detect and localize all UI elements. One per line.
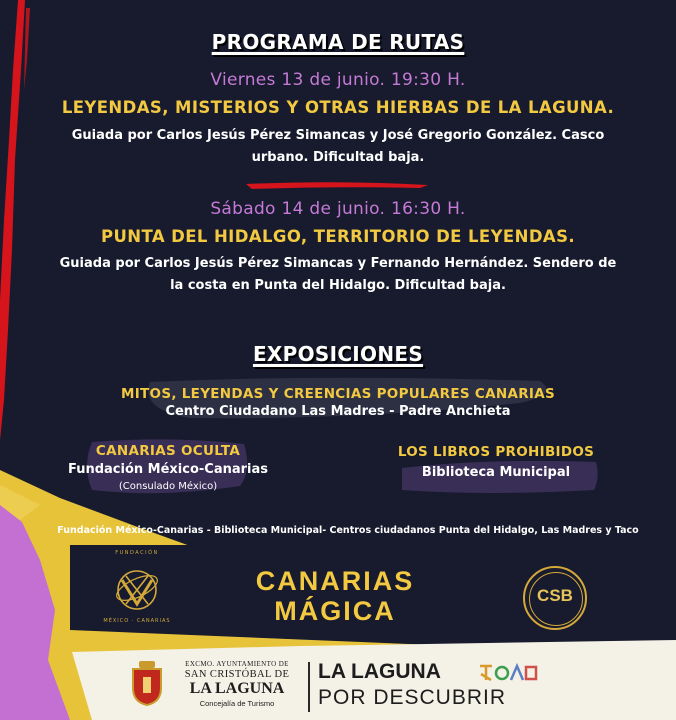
ruta-2-desc-line1: Guiada por Carlos Jesús Pérez Simancas y Fernando Hernández. Sendero de <box>59 256 617 271</box>
ayto-line4: Concejalía de Turismo <box>199 699 275 708</box>
expo-left-title: CANARIAS OCULTA <box>95 443 241 459</box>
expo-left-venue: Fundación México-Canarias <box>67 462 269 477</box>
ruta-1-title: LEYENDAS, MISTERIOS Y OTRAS HIERBAS DE LA LAGUNA. <box>61 98 615 117</box>
ayto-crest <box>130 660 164 706</box>
footnote-venues: Fundación México-Canarias - Biblioteca Municipal- Centros ciudadanos Punta del Hidalgo, Las Madres y Taco <box>57 525 639 536</box>
fundacion-bottom-text: MÉXICO · CANARIAS <box>103 618 171 624</box>
ruta-1-date: Viernes 13 de junio. 19:30 H. <box>210 70 466 90</box>
fundacion-top-text: FUNDACIÓN <box>115 550 159 556</box>
ayto-line2: SAN CRISTÓBAL DE <box>184 669 290 680</box>
red-divider <box>246 182 428 189</box>
expo-right-venue: Biblioteca Municipal <box>421 465 571 480</box>
ayto-line1: EXCMO. AYUNTAMIENTO DE <box>185 660 289 668</box>
ruta-2-date: Sábado 14 de junio. 16:30 H. <box>210 199 466 219</box>
csb-text: CSB <box>537 586 573 605</box>
laguna-line2: POR DESCUBRIR <box>318 686 507 709</box>
ruta-1-desc-line2: urbano. Dificultad baja. <box>251 150 425 165</box>
expo-main-venue: Centro Ciudadano Las Madres - Padre Anchieta <box>165 404 511 419</box>
ruta-2-title: PUNTA DEL HIDALGO, TERRITORIO DE LEYENDAS. <box>100 227 576 246</box>
ruta-2-desc-line2: la costa en Punta del Hidalgo. Dificultad baja. <box>170 278 506 293</box>
red-brush-stroke <box>0 0 25 440</box>
footer-divider <box>308 662 310 712</box>
exposiciones-heading: EXPOSICIONES <box>252 342 424 366</box>
brand-magica: MÁGICA <box>274 596 396 626</box>
rutas-heading: PROGRAMA DE RUTAS <box>211 30 465 54</box>
expo-left-note: (Consulado México) <box>118 481 218 492</box>
expo-main-title: MITOS, LEYENDAS Y CREENCIAS POPULARES CANARIAS <box>120 386 556 402</box>
fundacion-emblem-icon <box>98 550 176 628</box>
csb-logo <box>523 566 587 630</box>
crest-icon <box>130 660 164 706</box>
laguna-line1: LA LAGUNA <box>318 660 441 683</box>
ayto-line3: LA LAGUNA <box>189 680 285 697</box>
expo-right-title: LOS LIBROS PROHIBIDOS <box>397 444 595 460</box>
laguna-glyph-icon <box>478 662 538 684</box>
brand-canarias: CANARIAS <box>255 566 415 596</box>
fundacion-logo <box>98 550 176 628</box>
ruta-1-desc-line1: Guiada por Carlos Jesús Pérez Simancas y José Gregorio González. Casco <box>71 128 605 143</box>
laguna-glyphs <box>478 662 538 684</box>
